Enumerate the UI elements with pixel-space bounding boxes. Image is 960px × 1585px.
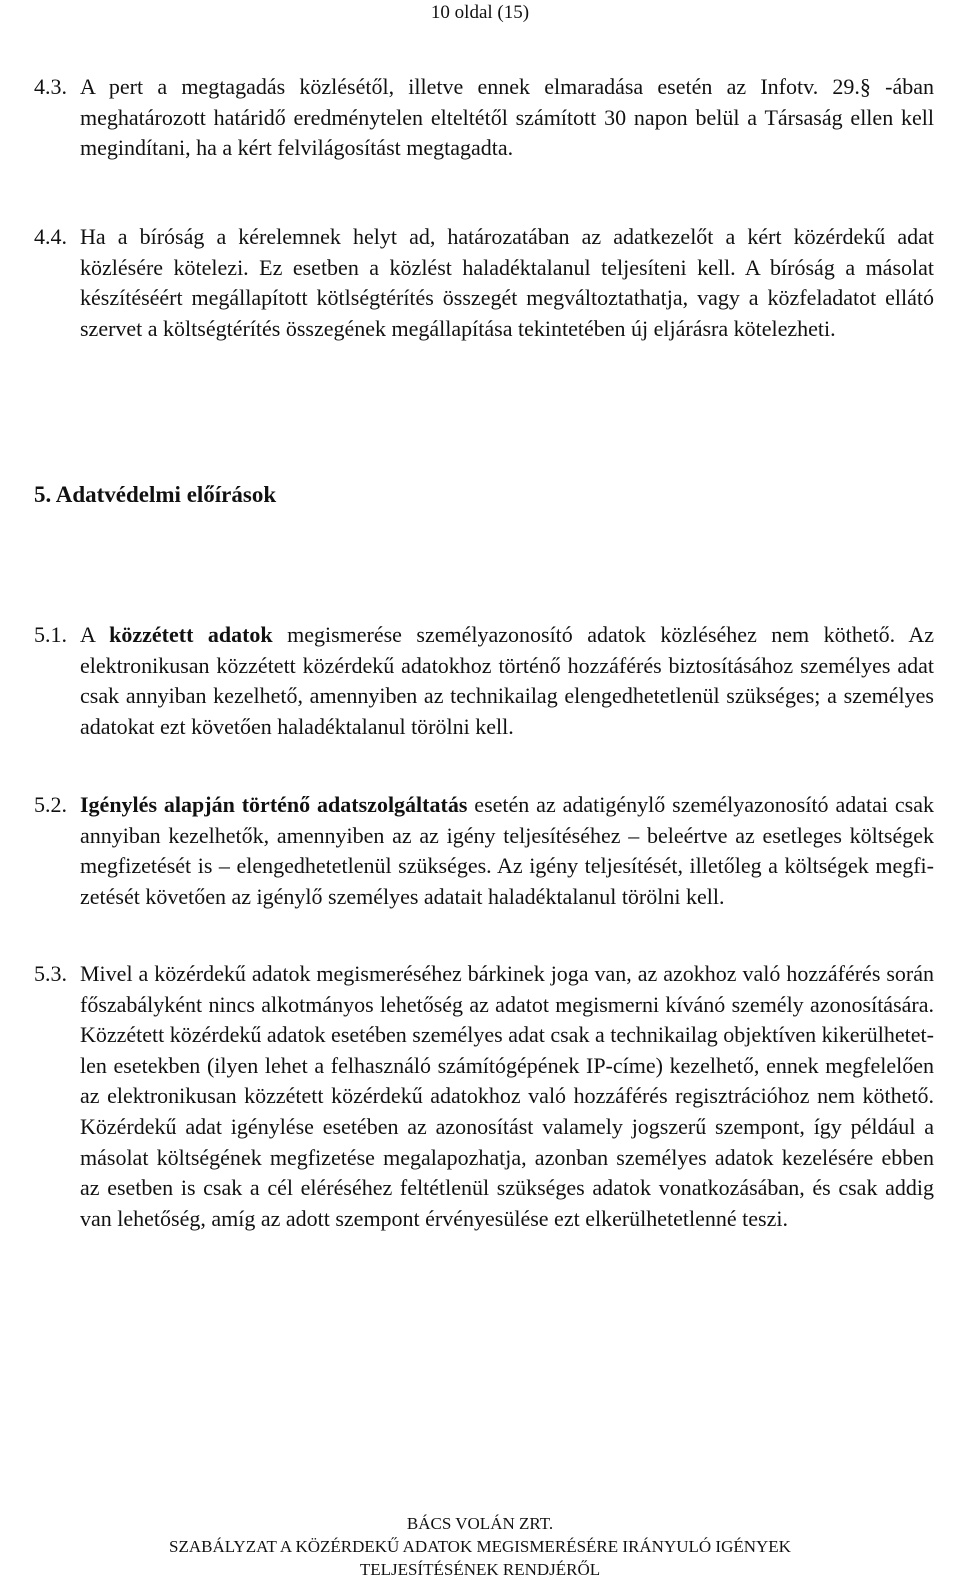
item-lead-bold: közzétett adatok xyxy=(109,622,273,647)
item-number: 5.1. xyxy=(34,622,67,647)
section-4-3 xyxy=(34,72,934,164)
item-body: Mivel a közérdekű adatok megismeréséhez bárkinek joga van, az azokhoz való hozzáférés során főszabályként nincs alkotmányos lehetőség az adatot megismerni kívánó személy azonosítására. Közzétett közérdekű adatok esetében személyes adat csak a technikailag objektíven kikerülhetetlen esetekben (ilyen lehet a felhasználó számítógépének IP-címe) kezelhető, ennek megfelelően az elektronikusan közzétett közérdekű adatokhoz való hozzáférés regisztrációhoz nem köthető. Közérdekű adat igénylése esetében az azonosítást valamely jogszerű szempont, így például a másolat költségének megfizetése megalapozhatja, azonban személyes adatok kezelésére ebben az esetben is csak a cél eléréséhez feltétlenül szükséges adatok vonatkozásában, és csak addig van lehetőség, amíg az adott szempont érvényesülése ezt elkerülhetetlenné teszi. xyxy=(80,961,934,1231)
section-number: 4.4. xyxy=(34,224,67,249)
section-text: Ha a bíróság a kérelemnek helyt ad, határozatában az adatkezelőt a kért közérdekű adat közlésére kötelezi. Ez esetben a közlést haladéktalanul teljesíteni kell. A bíróság a másolat készítéséért megállapított kötlségtérítés összegét megváltoztathatja, vagy a közfeladatot ellátó szervet a költségtérítés összegének megállapítása tekintetében új eljárásra kötelezheti. xyxy=(80,224,934,341)
item-lead-pre: A xyxy=(80,622,110,647)
item-5-2 xyxy=(34,790,934,912)
footer-title-line1: SZABÁLYZAT A KÖZÉRDEKŰ ADATOK MEGISMERÉSÉRE IRÁNYULÓ IGÉNYEK xyxy=(169,1537,791,1556)
item-text xyxy=(80,790,934,912)
item-text xyxy=(80,620,934,742)
section-text: A pert a megtagadás közlésétől, illetve ennek elmaradása esetén az Infotv. 29.§ -ában meghatározott határidő eredménytelen elteltétől számított 30 napon belül a Társaság ellen kell megindítani, ha a kért felvilágosítást megtagadta. xyxy=(80,74,934,161)
item-text xyxy=(80,959,934,1234)
page-number: 10 oldal (15) xyxy=(430,2,530,23)
footer-title-line2: TELJESÍTÉSÉNEK RENDJÉRŐL xyxy=(359,1560,601,1579)
item-lead-bold: Igénylés alapján történő adatszolgáltatás xyxy=(80,792,468,817)
item-number: 5.2. xyxy=(34,792,67,817)
item-number: 5.3. xyxy=(34,961,67,986)
section-heading: 5. Adatvédelmi előírások xyxy=(34,482,277,507)
item-body: esetén az adatigénylő személyazonosító adatai csak annyiban kezelhetők, amennyiben az az igény teljesítéséhez – beleértve az esetleges költségek megfizetését is – elengedhetetlenül szükséges. Az igény teljesítését, illetőleg a költségek megfizetését követően az igénylő személyes adatait haladéktalanul törölni kell. xyxy=(80,792,934,909)
item-body: megismerése személyazonosító adatok közléséhez nem köthető. Az elektronikusan közzétett közérdekű adatokhoz történő hozzáférés biztosításához személyes adat csak annyiban kezelhető, amennyiben az technikailag elengedhetetlenül szükséges; a személyes adatokat ezt követően haladéktalanul törölni kell. xyxy=(80,622,934,739)
section-4-4 xyxy=(34,222,934,344)
footer-company: BÁCS VOLÁN ZRT. xyxy=(406,1514,554,1533)
item-5-1 xyxy=(34,620,934,742)
section-number: 4.3. xyxy=(34,74,67,99)
item-5-3 xyxy=(34,959,934,1234)
